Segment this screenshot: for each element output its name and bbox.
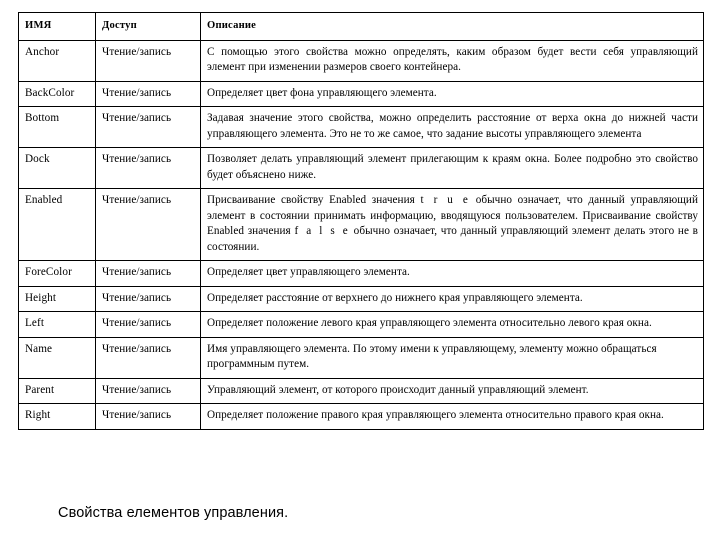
property-name: Left bbox=[19, 312, 96, 338]
table-row bbox=[19, 40, 704, 81]
property-access: Чтение/запись bbox=[96, 286, 201, 312]
control-properties-table bbox=[18, 12, 704, 430]
property-description: Определяет цвет управляющего элемента. bbox=[201, 261, 704, 287]
keyword-false: f a l s e bbox=[294, 225, 350, 237]
table-row bbox=[19, 286, 704, 312]
property-access: Чтение/запись bbox=[96, 148, 201, 189]
property-description: Управляющий элемент, от которого происходит данный управляющий элемент. bbox=[201, 378, 704, 404]
property-access: Чтение/запись bbox=[96, 107, 201, 148]
property-description: Определяет цвет фона управляющего элемента. bbox=[201, 81, 704, 107]
property-name: Parent bbox=[19, 378, 96, 404]
property-access: Чтение/запись bbox=[96, 404, 201, 430]
property-name: Enabled bbox=[19, 189, 96, 261]
property-access: Чтение/запись bbox=[96, 81, 201, 107]
column-header-name: ИМЯ bbox=[19, 13, 96, 41]
table-row bbox=[19, 107, 704, 148]
property-description: С помощью этого свойства можно определять, каким образом будет вести себя управляющий элемент при изменении размеров своего контейнера. bbox=[201, 40, 704, 81]
property-name: Right bbox=[19, 404, 96, 430]
property-name: Bottom bbox=[19, 107, 96, 148]
table-row bbox=[19, 261, 704, 287]
description-text-part-3: обычно означает, что данный управляющий элемент делать этого не в состоянии. bbox=[207, 225, 699, 253]
slide-caption: Свойства елементов управления. bbox=[58, 505, 289, 521]
property-name: ForeColor bbox=[19, 261, 96, 287]
property-access: Чтение/запись bbox=[96, 261, 201, 287]
table-row bbox=[19, 81, 704, 107]
property-access: Чтение/запись bbox=[96, 378, 201, 404]
table-header-row bbox=[19, 13, 704, 41]
property-description: Определяет положение правого края управляющего элемента относительно правого края окна. bbox=[201, 404, 704, 430]
description-text-part-2: обычно означает, что данный управляющий элемент в состоянии принимать информацию, вводящуюся пользователем. Присваивание свойству Enabled значения bbox=[207, 194, 698, 237]
table-header bbox=[19, 13, 704, 41]
property-access: Чтение/запись bbox=[96, 189, 201, 261]
property-name: BackColor bbox=[19, 81, 96, 107]
property-description: Определяет положение левого края управляющего элемента относительно левого края окна. bbox=[201, 312, 704, 338]
property-description bbox=[201, 189, 704, 261]
property-description: Имя управляющего элемента. По этому имени к управляющему, элементу можно обращаться программным путем. bbox=[201, 337, 704, 378]
property-description: Определяет расстояние от верхнего до нижнего края управляющего элемента. bbox=[201, 286, 704, 312]
table-row bbox=[19, 189, 704, 261]
property-access: Чтение/запись bbox=[96, 40, 201, 81]
keyword-true: t r u e bbox=[420, 194, 471, 206]
property-description: Задавая значение этого свойства, можно определить расстояние от верха окна до нижней части управляющего элемента. Это не то же самое, что задание высоты управляющего элемента bbox=[201, 107, 704, 148]
property-name: Height bbox=[19, 286, 96, 312]
property-description: Позволяет делать управляющий элемент прилегающим к краям окна. Более подробно это свойство будет объяснено ниже. bbox=[201, 148, 704, 189]
description-text-part-1: Присваивание свойству Enabled значения bbox=[207, 194, 421, 206]
property-name: Dock bbox=[19, 148, 96, 189]
property-access: Чтение/запись bbox=[96, 337, 201, 378]
column-header-description: Описание bbox=[201, 13, 704, 41]
table-row bbox=[19, 148, 704, 189]
table-row bbox=[19, 404, 704, 430]
table-body bbox=[19, 40, 704, 429]
property-name: Anchor bbox=[19, 40, 96, 81]
property-access: Чтение/запись bbox=[96, 312, 201, 338]
column-header-access: Доступ bbox=[96, 13, 201, 41]
property-name: Name bbox=[19, 337, 96, 378]
table-row bbox=[19, 337, 704, 378]
table-row bbox=[19, 312, 704, 338]
table-row bbox=[19, 378, 704, 404]
